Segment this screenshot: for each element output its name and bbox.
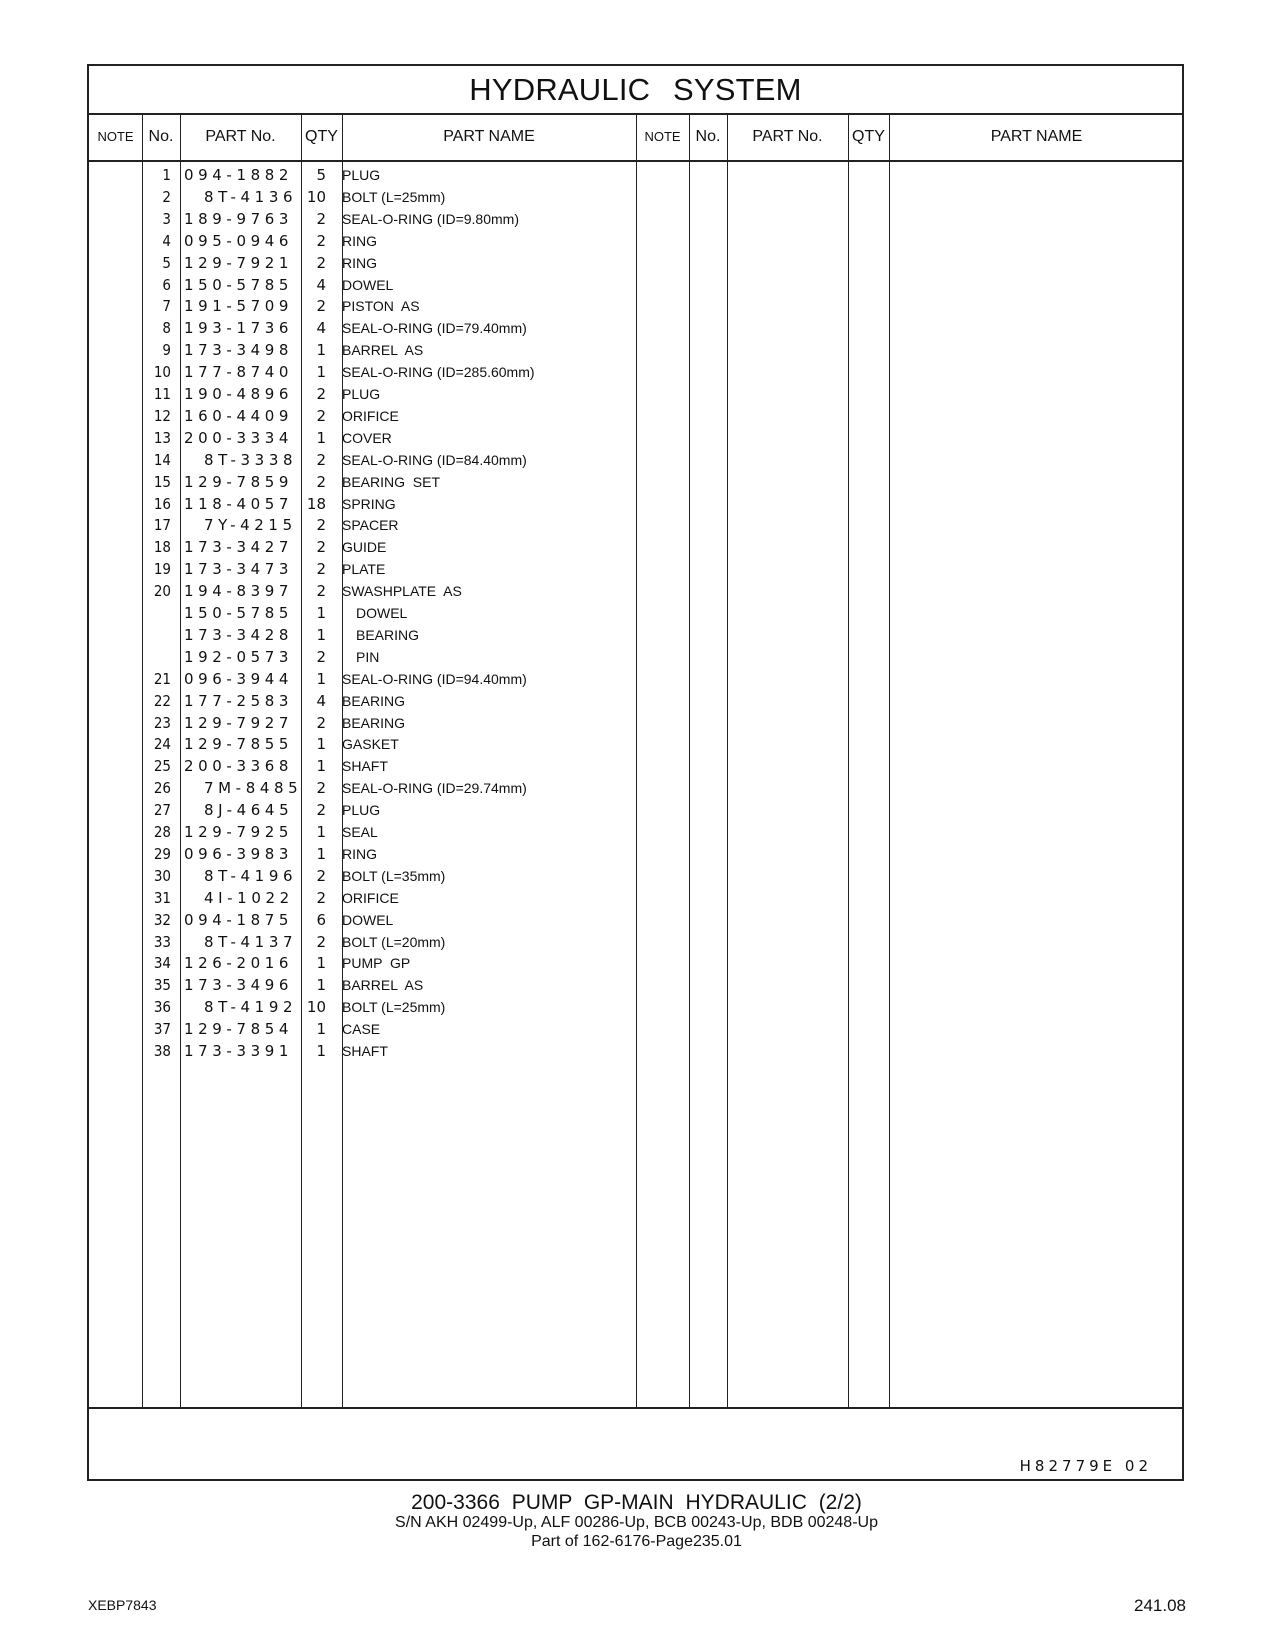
- page-number: 241.08: [1134, 1596, 1186, 1615]
- table-row: [89, 843, 1182, 866]
- quantity: 2: [316, 888, 326, 907]
- table-row: [89, 755, 1182, 778]
- header-partname-right: PART NAME: [990, 128, 1083, 145]
- part-number: 173-3427: [184, 538, 294, 557]
- part-number: 150-5785: [184, 604, 294, 622]
- part-number: 129-7927: [184, 713, 294, 732]
- table-row: [89, 361, 1182, 384]
- table-row: [89, 317, 1182, 340]
- item-number: 28: [153, 823, 171, 841]
- quantity: 2: [316, 779, 326, 798]
- part-number: 8T-4136: [204, 187, 298, 206]
- item-number: 8: [162, 319, 171, 338]
- item-number: 10: [153, 363, 171, 382]
- table-row: [89, 690, 1182, 713]
- part-number: 173-3498: [184, 341, 294, 360]
- item-number: 25: [153, 757, 171, 776]
- quantity: 4: [316, 319, 326, 338]
- table-row: [89, 821, 1182, 844]
- item-number: 30: [153, 866, 171, 885]
- table-row: [89, 274, 1182, 297]
- table-row: [89, 668, 1182, 691]
- quantity: 2: [316, 582, 326, 601]
- table-row: [89, 186, 1182, 209]
- part-name: BEARING SET: [342, 473, 441, 490]
- part-name: SEAL-O-RING (ID=84.40mm): [342, 451, 527, 468]
- header-partno-left: PART No.: [205, 128, 276, 145]
- part-number: 7M-8485: [204, 779, 303, 798]
- part-name: SEAL-O-RING (ID=285.60mm): [342, 364, 535, 381]
- item-number: 23: [153, 713, 171, 732]
- quantity: 2: [316, 231, 326, 250]
- part-number: 7Y-4215: [204, 516, 297, 535]
- part-number: 173-3428: [184, 625, 294, 644]
- table-bottom-rule: [89, 1407, 1182, 1409]
- part-name: SEAL: [342, 824, 378, 840]
- item-number: 32: [153, 910, 171, 929]
- item-number: 13: [153, 428, 171, 447]
- serial-numbers: S/N AKH 02499-Up, ALF 00286-Up, BCB 00243-Up, BDB 00248-Up: [395, 1514, 878, 1531]
- item-number: 11: [153, 385, 171, 403]
- group-title: 200-3366 PUMP GP-MAIN HYDRAULIC (2/2): [411, 1491, 862, 1514]
- quantity: 1: [316, 954, 326, 973]
- quantity: 2: [316, 866, 326, 885]
- part-number: 150-5785: [184, 275, 294, 294]
- part-name: BEARING: [356, 626, 420, 643]
- item-number: 24: [153, 735, 171, 754]
- table-row: [89, 733, 1182, 756]
- table-row: [89, 887, 1182, 910]
- part-name: PIN: [356, 648, 380, 665]
- item-number: 17: [153, 516, 171, 535]
- table-row: [89, 164, 1182, 187]
- part-number: 096-3983: [184, 844, 294, 863]
- table-row: [89, 1018, 1182, 1041]
- part-name: SPRING: [342, 495, 396, 512]
- quantity: 6: [316, 910, 326, 929]
- part-name: SHAFT: [342, 1043, 388, 1059]
- part-name: BOLT (L=25mm): [342, 999, 446, 1016]
- table-row: [89, 931, 1182, 954]
- part-number: 189-9763: [184, 209, 294, 228]
- part-number: 4I-1022: [204, 888, 294, 907]
- part-name: GUIDE: [342, 539, 387, 556]
- table-row: [89, 909, 1182, 932]
- part-number: 177-2583: [184, 691, 294, 710]
- table-row: [89, 295, 1182, 318]
- quantity: 2: [316, 801, 326, 820]
- header-qty-left: QTY: [305, 128, 338, 145]
- quantity: 1: [316, 363, 326, 382]
- item-number: 20: [153, 582, 171, 601]
- part-number: 096-3944: [184, 669, 294, 688]
- table-row: [89, 646, 1182, 669]
- table-row: [89, 602, 1182, 625]
- table-row: [89, 996, 1182, 1019]
- part-number: 194-8397: [184, 582, 294, 601]
- table-row: [89, 427, 1182, 450]
- part-name: BARREL AS: [342, 342, 424, 359]
- quantity: 1: [316, 428, 326, 447]
- item-number: 31: [153, 888, 171, 907]
- table-row: [89, 777, 1182, 800]
- item-number: 16: [153, 494, 171, 513]
- part-name: GASKET: [342, 736, 399, 753]
- part-name: PLUG: [342, 167, 381, 183]
- header-partno-right: PART No.: [752, 128, 823, 145]
- quantity: 2: [316, 385, 326, 403]
- quantity: 4: [316, 275, 326, 294]
- quantity: 2: [316, 713, 326, 732]
- table-row: [89, 799, 1182, 822]
- table-row: [89, 536, 1182, 559]
- part-of-reference: Part of 162-6176-Page235.01: [531, 1533, 742, 1550]
- item-number: 5: [162, 253, 171, 272]
- item-number: 27: [153, 801, 171, 820]
- quantity: 18: [306, 494, 326, 513]
- table-row: [89, 449, 1182, 472]
- item-number: 18: [153, 538, 171, 557]
- item-number: 9: [162, 341, 171, 360]
- part-name: DOWEL: [342, 911, 394, 928]
- table-row: [89, 580, 1182, 603]
- part-number: 129-7859: [184, 472, 294, 491]
- header-no-right: No.: [695, 128, 721, 145]
- quantity: 4: [316, 691, 326, 710]
- drawing-number: H82779E 02: [1019, 1457, 1152, 1475]
- table-row: [89, 471, 1182, 494]
- part-number: 8T-4196: [204, 866, 298, 885]
- quantity: 5: [316, 166, 326, 184]
- table-row: [89, 230, 1182, 253]
- quantity: 2: [316, 406, 326, 425]
- part-number: 8T-4137: [204, 932, 298, 951]
- table-row: [89, 252, 1182, 275]
- quantity: 10: [306, 998, 326, 1017]
- part-number: 129-7855: [184, 735, 294, 754]
- table-row: [89, 865, 1182, 888]
- part-number: 094-1875: [184, 910, 294, 929]
- item-number: 7: [162, 297, 171, 316]
- table-row: [89, 208, 1182, 231]
- quantity: 1: [316, 735, 326, 754]
- part-number: 177-8740: [184, 363, 294, 382]
- quantity: 1: [316, 1042, 326, 1060]
- part-number: 8J-4645: [204, 801, 294, 820]
- part-number: 200-3334: [184, 428, 294, 447]
- part-number: 129-7925: [184, 823, 294, 841]
- item-number: 35: [153, 976, 171, 995]
- part-name: DOWEL: [342, 276, 394, 293]
- header-note-right: NOTE: [644, 129, 681, 144]
- table-row: [89, 383, 1182, 406]
- item-number: 2: [162, 187, 171, 206]
- part-name: SEAL-O-RING (ID=9.80mm): [342, 210, 519, 227]
- part-number: 193-1736: [184, 319, 294, 338]
- item-number: 37: [153, 1020, 171, 1039]
- quantity: 1: [316, 757, 326, 776]
- part-name: ORIFICE: [342, 407, 399, 424]
- table-row: [89, 558, 1182, 581]
- table-row: [89, 339, 1182, 362]
- part-name: CASE: [342, 1021, 381, 1038]
- item-number: 3: [162, 209, 171, 228]
- quantity: 2: [316, 209, 326, 228]
- item-number: 6: [162, 275, 171, 294]
- table-row: [89, 624, 1182, 647]
- quantity: 2: [316, 472, 326, 491]
- item-number: 36: [153, 998, 171, 1017]
- part-number: 095-0946: [184, 231, 294, 250]
- quantity: 2: [316, 647, 326, 666]
- item-number: 22: [153, 691, 171, 710]
- quantity: 1: [316, 844, 326, 863]
- quantity: 1: [316, 823, 326, 841]
- table-row: [89, 514, 1182, 537]
- part-name: SPACER: [342, 517, 399, 534]
- item-number: 26: [153, 779, 171, 798]
- item-number: 29: [153, 844, 171, 863]
- item-number: 33: [153, 932, 171, 951]
- quantity: 1: [316, 976, 326, 995]
- part-number: 200-3368: [184, 757, 294, 776]
- part-name: PLUG: [342, 802, 381, 819]
- quantity: 1: [316, 625, 326, 644]
- part-number: 192-0573: [184, 647, 294, 666]
- part-name: PUMP GP: [342, 955, 411, 972]
- part-name: BEARING: [342, 714, 406, 731]
- item-number: 38: [153, 1042, 171, 1060]
- part-number: 126-2016: [184, 954, 294, 973]
- table-row: [89, 952, 1182, 975]
- header-qty-right: QTY: [852, 128, 885, 145]
- part-name: SEAL-O-RING (ID=29.74mm): [342, 780, 527, 797]
- part-name: RING: [342, 845, 377, 862]
- part-number: 173-3496: [184, 976, 294, 995]
- header-no-left: No.: [148, 128, 174, 145]
- part-name: BOLT (L=25mm): [342, 188, 446, 205]
- page-title: HYDRAULIC SYSTEM: [89, 66, 1182, 115]
- item-number: 21: [153, 669, 171, 688]
- quantity: 2: [316, 538, 326, 557]
- part-number: 173-3391: [184, 1042, 294, 1060]
- quantity: 1: [316, 1020, 326, 1039]
- part-number: 173-3473: [184, 560, 294, 579]
- item-number: 12: [153, 406, 171, 425]
- quantity: 2: [316, 932, 326, 951]
- quantity: 1: [316, 341, 326, 360]
- part-name: SEAL-O-RING (ID=79.40mm): [342, 320, 527, 337]
- table-row: [89, 405, 1182, 428]
- table-row: [89, 712, 1182, 735]
- quantity: 2: [316, 450, 326, 469]
- part-name: PLATE: [342, 561, 386, 578]
- item-number: 15: [153, 472, 171, 491]
- item-number: 34: [153, 954, 171, 973]
- part-name: PLUG: [342, 386, 381, 402]
- table-row: [89, 974, 1182, 997]
- part-name: SHAFT: [342, 758, 388, 775]
- part-number: 129-7921: [184, 253, 294, 272]
- part-name: BOLT (L=20mm): [342, 933, 446, 950]
- quantity: 1: [316, 604, 326, 622]
- part-number: 191-5709: [184, 297, 294, 316]
- item-number: 14: [153, 450, 171, 469]
- part-number: 129-7854: [184, 1020, 294, 1039]
- part-name: ORIFICE: [342, 889, 399, 906]
- part-number: 118-4057: [184, 494, 294, 513]
- part-name: BOLT (L=35mm): [342, 867, 446, 884]
- part-name: BEARING: [342, 692, 406, 709]
- parts-sheet: [87, 64, 1184, 1481]
- item-number: 19: [153, 560, 171, 579]
- table-row: [89, 493, 1182, 516]
- quantity: 2: [316, 253, 326, 272]
- part-name: RING: [342, 232, 377, 249]
- quantity: 2: [316, 560, 326, 579]
- part-name: SEAL-O-RING (ID=94.40mm): [342, 670, 527, 687]
- part-number: 8T-4192: [204, 998, 298, 1017]
- part-name: DOWEL: [356, 605, 408, 621]
- quantity: 2: [316, 516, 326, 535]
- quantity: 2: [316, 297, 326, 316]
- part-number: 160-4409: [184, 406, 294, 425]
- quantity: 10: [306, 187, 326, 206]
- part-name: RING: [342, 254, 377, 271]
- part-name: COVER: [342, 429, 392, 446]
- part-number: 8T-3338: [204, 450, 298, 469]
- item-number: 4: [162, 231, 171, 250]
- part-number: 190-4896: [184, 385, 294, 403]
- header-partname-left: PART NAME: [443, 128, 535, 145]
- quantity: 1: [316, 669, 326, 688]
- part-name: PISTON AS: [342, 298, 420, 315]
- part-name: BARREL AS: [342, 977, 424, 994]
- part-number: 094-1882: [184, 166, 294, 184]
- publication-number: XEBP7843: [88, 1597, 157, 1613]
- header-note-left: NOTE: [97, 129, 134, 144]
- part-name: SWASHPLATE AS: [342, 583, 462, 600]
- item-number: 1: [162, 166, 171, 184]
- table-row: [89, 1040, 1182, 1063]
